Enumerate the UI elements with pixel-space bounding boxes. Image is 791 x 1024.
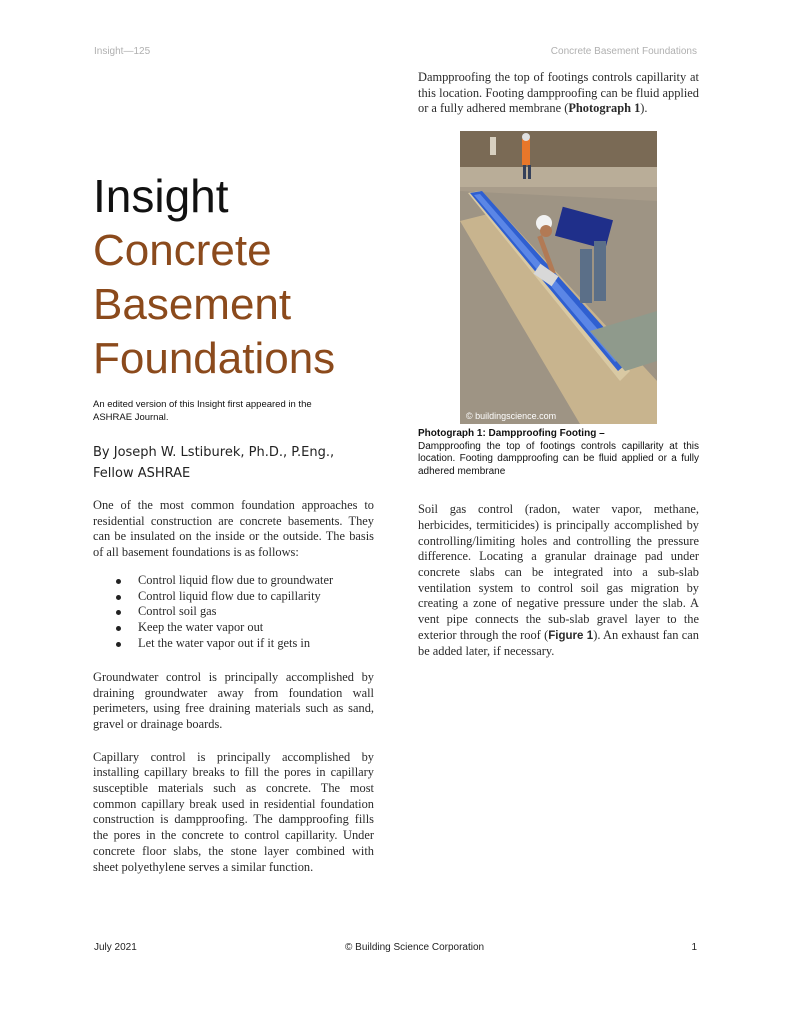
footer-date: July 2021: [94, 942, 137, 953]
bullet-icon: [116, 579, 121, 584]
caption-text: Dampproofing the top of footings controls capillarity at this location. Footing dampproofing can be fluid applied or a fully adhered membrane: [418, 440, 699, 477]
photo-caption: [418, 428, 699, 478]
running-header-left: Insight—125: [94, 46, 151, 57]
document-title-line-3: Foundations: [93, 334, 336, 383]
footing-dampproofing-paragraph: Dampproofing the top of footings controls capillarity at this location. Footing dampproofing can be fluid applied or a fully adhered membrane (Photograph 1).: [418, 70, 699, 116]
running-header-right: Concrete Basement Foundations: [550, 46, 697, 57]
groundwater-paragraph: Groundwater control is principally accomplished by draining groundwater away from foundation wall perimeters, using free draining materials such as sand, gravel or drainage boards.: [93, 669, 374, 731]
right-column: [418, 70, 699, 660]
document-title-line-1: Concrete: [93, 226, 272, 275]
bullet-icon: [116, 642, 121, 647]
photo-watermark: © buildingscience.com: [466, 411, 557, 422]
capillary-paragraph: Capillary control is principally accomplished by installing capillary breaks to fill the pores in capillary susceptible materials such as concrete. The most common capillary break used in residential foundation construction is dampproofing. The dampproofing fills the pores in the concrete to control capillarity. Under concrete floor slabs, the stone layer combined with sheet polyethylene serves a similar function.: [93, 749, 374, 874]
soil-gas-paragraph: Soil gas control (radon, water vapor, methane, herbicides, termiticides) is principally accomplished by controlling/limiting holes and controlling the pressure difference. Locating a granular drainage pad under concrete slabs can be integrated into a sub-slab ventilation system to control soil gas migration by creating a zone of negative pressure under the slab. A vent pipe connects the sub-slab gravel layer to the exterior through the roof (Figure 1). An exhaust fan can be added later, if necessary.: [418, 502, 699, 659]
edited-version-note: An edited version of this Insight first appeared in the ASHRAE Journal.: [93, 399, 312, 423]
byline: [93, 442, 374, 484]
dampproofing-footing-photo: [460, 131, 657, 424]
bullet-list: [93, 573, 374, 652]
list-item: Control soil gas: [93, 604, 374, 620]
series-title: Insight: [93, 170, 229, 222]
intro-paragraph: One of the most common foundation approaches to residential construction are concrete basements. They can be insulated on the inside or the outside. The basis of all basement foundations is as follows:: [93, 498, 374, 560]
bullet-icon: [116, 610, 121, 615]
list-item: Control liquid flow due to capillarity: [93, 589, 374, 605]
bullet-icon: [116, 595, 121, 600]
byline-author: By Joseph W. Lstiburek, Ph.D., P.Eng.,: [93, 445, 335, 460]
page-number: 1: [691, 942, 697, 953]
caption-label: Photograph 1: Dampproofing Footing –: [418, 428, 605, 440]
document-title-line-2: Basement: [93, 280, 292, 329]
left-column: [93, 168, 374, 875]
bullet-icon: [116, 626, 121, 631]
byline-affiliation: Fellow ASHRAE: [93, 466, 191, 481]
photograph-reference: Photograph 1: [568, 101, 641, 116]
figure-reference: Figure 1: [548, 629, 594, 642]
list-item: Control liquid flow due to groundwater: [93, 573, 374, 589]
footer-copyright: © Building Science Corporation: [345, 942, 485, 953]
list-item: Let the water vapor out if it gets in: [93, 636, 374, 652]
list-item: Keep the water vapor out: [93, 620, 374, 636]
